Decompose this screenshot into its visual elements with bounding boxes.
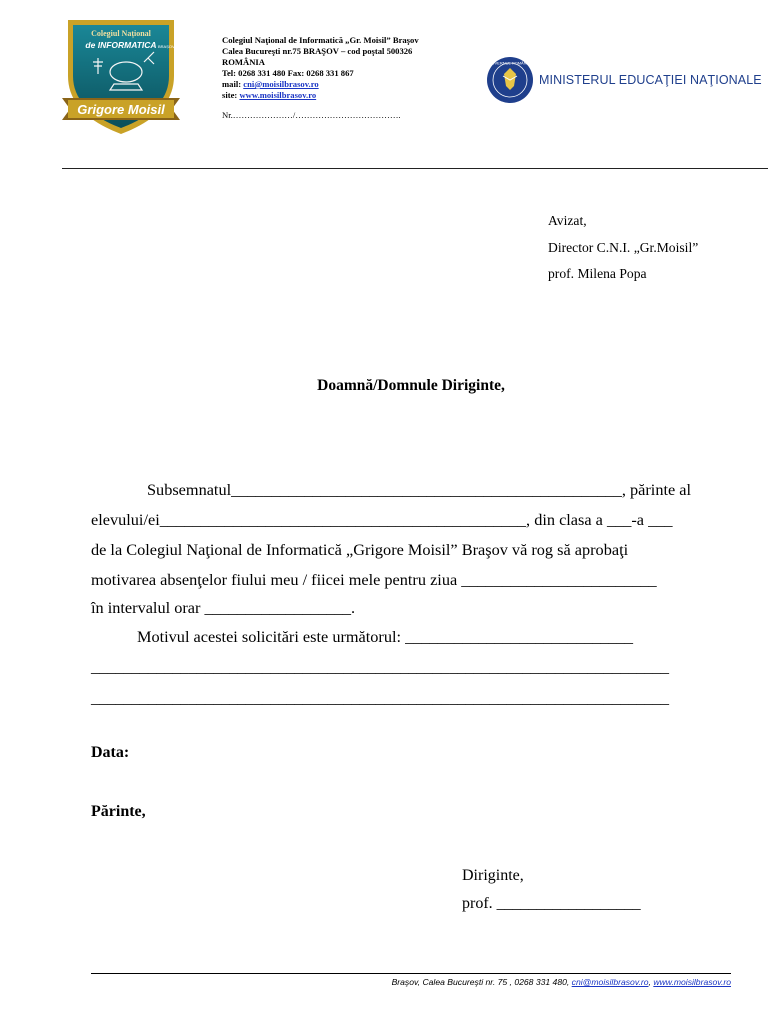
school-mail-row	[222, 79, 419, 90]
logo-mid-sub: BRAȘOV	[158, 44, 175, 49]
reason-continuation-1[interactable]: _______________________________________________________________________	[91, 657, 669, 676]
body-line-3: de la Colegiul Naţional de Informatică „Grigore Moisil” Braşov vă rog să aprobaţi	[91, 540, 629, 559]
ministry-name: MINISTERUL EDUCAŢIEI NAŢIONALE	[539, 73, 762, 87]
student-name-field[interactable]: _____________________________________________	[159, 510, 527, 529]
student-label: elevului/ei	[91, 510, 160, 529]
school-phone: Tel: 0268 331 480 Fax: 0268 331 867	[222, 68, 354, 78]
footer-mail-link[interactable]: cni@moisilbrasov.ro	[571, 977, 649, 987]
approval-director: Director C.N.I. „Gr.Moisil”	[548, 239, 699, 255]
footer-separator: ,	[648, 977, 651, 987]
ministry-logo	[486, 56, 762, 104]
logo-top-text: Colegiul Național	[91, 29, 151, 38]
government-seal-icon	[486, 56, 534, 104]
approval-name: prof. Milena Popa	[548, 266, 647, 281]
body-line-2	[91, 510, 673, 530]
logo-mid-text: de INFORMATICA	[85, 40, 157, 50]
parent-signature-label: Părinte,	[91, 803, 146, 820]
school-address: Calea Bucureşti nr.75 BRAŞOV – cod poştal 500326	[222, 46, 413, 56]
site-label: site:	[222, 90, 238, 100]
school-country: ROMÂNIA	[222, 57, 265, 67]
footer-divider	[91, 973, 731, 974]
time-interval-line[interactable]: în intervalul orar __________________.	[91, 598, 356, 617]
footer	[91, 977, 731, 987]
seal-text: GUVERNUL ROMÂNIEI	[488, 60, 532, 66]
school-name: Colegiul Naţional de Informatică „Gr. Moisil” Braşov	[222, 35, 419, 45]
reason-line[interactable]: Motivul acestei solicitări este următorul: ____________________________	[137, 627, 634, 646]
footer-site-link[interactable]: www.moisilbrasov.ro	[653, 977, 731, 987]
absence-date-line[interactable]: motivarea absenţelor fiului meu / fiicei mele pentru ziua ________________________	[91, 570, 657, 589]
teacher-label: Diriginte,	[462, 867, 524, 884]
class-field[interactable]: , din clasa a ___-a ___	[526, 510, 673, 529]
mail-link[interactable]: cni@moisilbrasov.ro	[243, 79, 319, 89]
approval-label: Avizat,	[548, 213, 587, 228]
teacher-signature-block	[462, 862, 641, 918]
parent-of-label: , părinte al	[621, 480, 692, 499]
footer-address: Braşov, Calea Bucureşti nr. 75 , 0268 331 480,	[391, 977, 570, 987]
body-line-1	[147, 480, 691, 500]
letter-salutation: Doamnă/Domnule Diriginte,	[317, 377, 505, 394]
header-divider	[62, 168, 768, 169]
subsemnatul-label: Subsemnatul	[147, 480, 232, 499]
teacher-name-field[interactable]: prof. __________________	[462, 895, 641, 912]
logo-ribbon-text: Grigore Moisil	[77, 102, 165, 117]
registration-number-line: Nr.…………………/……………………………….	[222, 110, 401, 120]
site-link[interactable]: www.moisilbrasov.ro	[239, 90, 317, 100]
date-label: Data:	[91, 744, 130, 761]
school-site-row	[222, 90, 419, 101]
parent-name-field[interactable]: ________________________________________________	[231, 480, 622, 499]
school-logo	[58, 14, 184, 138]
school-header	[222, 35, 419, 121]
reason-continuation-2[interactable]: _______________________________________________________________________	[91, 688, 669, 707]
approval-block	[548, 208, 698, 288]
mail-label: mail:	[222, 79, 242, 89]
